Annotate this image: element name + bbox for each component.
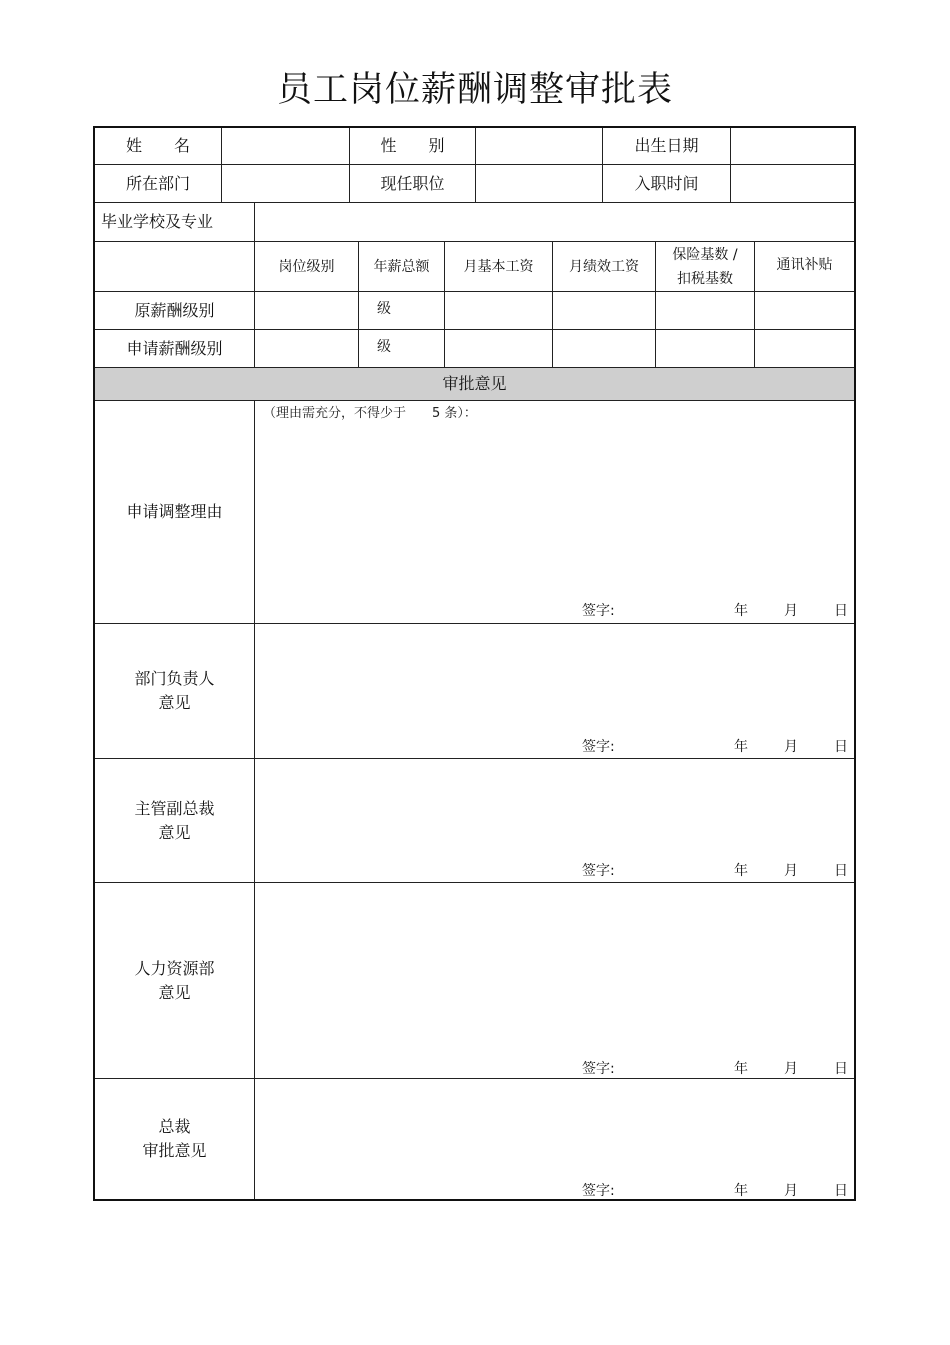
header-monthly-performance: 月绩效工资 <box>569 258 639 275</box>
department-field[interactable] <box>222 165 349 202</box>
gender-field[interactable] <box>476 128 602 164</box>
hire-date-field[interactable] <box>731 165 854 202</box>
school-major-field[interactable] <box>255 203 854 241</box>
year-label: 年 <box>734 603 748 619</box>
department-label: 所在部门 <box>125 173 190 193</box>
form-title: 员工岗位薪酬调整审批表 <box>276 70 673 110</box>
day-label: 日 <box>834 1183 848 1199</box>
original-base-field[interactable] <box>445 292 552 329</box>
month-label: 月 <box>784 739 798 755</box>
day-label: 日 <box>834 1061 848 1077</box>
day-label: 日 <box>834 863 848 879</box>
gender-label: 性 别 <box>380 136 445 155</box>
reason-field[interactable] <box>255 423 854 593</box>
sign-label: 签字: <box>582 1183 615 1199</box>
header-monthly-base: 月基本工资 <box>463 258 534 275</box>
header-job-level: 岗位级别 <box>278 258 335 275</box>
dept-head-line1: 部门负责人 <box>134 669 215 688</box>
day-label: 日 <box>834 603 848 619</box>
header-annual-salary: 年薪总额 <box>373 258 430 275</box>
month-label: 月 <box>784 1061 798 1077</box>
year-label: 年 <box>734 1061 748 1077</box>
month-label: 月 <box>784 863 798 879</box>
reason-note: （理由需充分，不得少于 5 条）： <box>263 406 477 421</box>
sign-label: 签字: <box>582 863 615 879</box>
hr-opinion-label <box>95 883 254 1078</box>
day-label: 日 <box>834 739 848 755</box>
header-communication-allowance: 通讯补贴 <box>776 256 833 273</box>
dept-head-line2: 意见 <box>158 693 191 712</box>
year-label: 年 <box>734 739 748 755</box>
requested-base-field[interactable] <box>445 330 552 367</box>
birth-date-field[interactable] <box>731 128 854 164</box>
name-field[interactable] <box>222 128 349 164</box>
original-level-unit[interactable]: 级 <box>377 300 391 317</box>
original-salary-level-label: 原薪酬级别 <box>134 300 215 320</box>
sign-label: 签字: <box>582 1061 615 1077</box>
original-annual-field[interactable] <box>359 292 444 329</box>
approval-form <box>93 126 856 1201</box>
requested-annual-field[interactable] <box>359 330 444 367</box>
president-opinion-field[interactable] <box>255 1079 854 1169</box>
school-major-label: 毕业学校及专业 <box>101 212 214 231</box>
requested-communication-field[interactable] <box>755 330 854 367</box>
vp-opinion-label <box>95 759 254 882</box>
hire-date-label: 入职时间 <box>634 173 699 193</box>
original-performance-field[interactable] <box>553 292 655 329</box>
original-insurance-field[interactable] <box>656 292 754 329</box>
name-label: 姓 名 <box>125 136 190 155</box>
adjustment-reason-label: 申请调整理由 <box>126 502 223 521</box>
sign-label: 签字: <box>582 603 615 619</box>
current-position-label: 现任职位 <box>380 173 445 193</box>
birth-date-label: 出生日期 <box>634 136 699 155</box>
requested-level-unit[interactable]: 级 <box>377 338 391 355</box>
hr-opinion-field[interactable] <box>255 883 854 1048</box>
header-insurance-line2: 扣税基数 <box>677 270 733 287</box>
president-line1: 总裁 <box>158 1117 191 1136</box>
requested-performance-field[interactable] <box>553 330 655 367</box>
year-label: 年 <box>734 863 748 879</box>
header-insurance-tax-base <box>656 242 754 291</box>
dept-head-opinion-field[interactable] <box>255 624 854 724</box>
requested-insurance-field[interactable] <box>656 330 754 367</box>
vp-line1: 主管副总裁 <box>134 798 215 818</box>
dept-head-opinion-label <box>95 624 254 758</box>
header-insurance-line1: 保险基数 / <box>672 246 738 263</box>
vp-opinion-field[interactable] <box>255 759 854 854</box>
year-label: 年 <box>734 1183 748 1199</box>
month-label: 月 <box>784 603 798 619</box>
requested-salary-level-label: 申请薪酬级别 <box>126 338 223 358</box>
hr-line2: 意见 <box>158 982 191 1002</box>
original-communication-field[interactable] <box>755 292 854 329</box>
hr-line1: 人力资源部 <box>134 958 215 978</box>
approval-opinion-header: 审批意见 <box>442 374 507 393</box>
president-line2: 审批意见 <box>142 1141 207 1160</box>
president-opinion-label <box>95 1079 254 1199</box>
vp-line2: 意见 <box>158 822 191 842</box>
sign-label: 签字: <box>582 739 615 755</box>
current-position-field[interactable] <box>476 165 602 202</box>
month-label: 月 <box>784 1183 798 1199</box>
